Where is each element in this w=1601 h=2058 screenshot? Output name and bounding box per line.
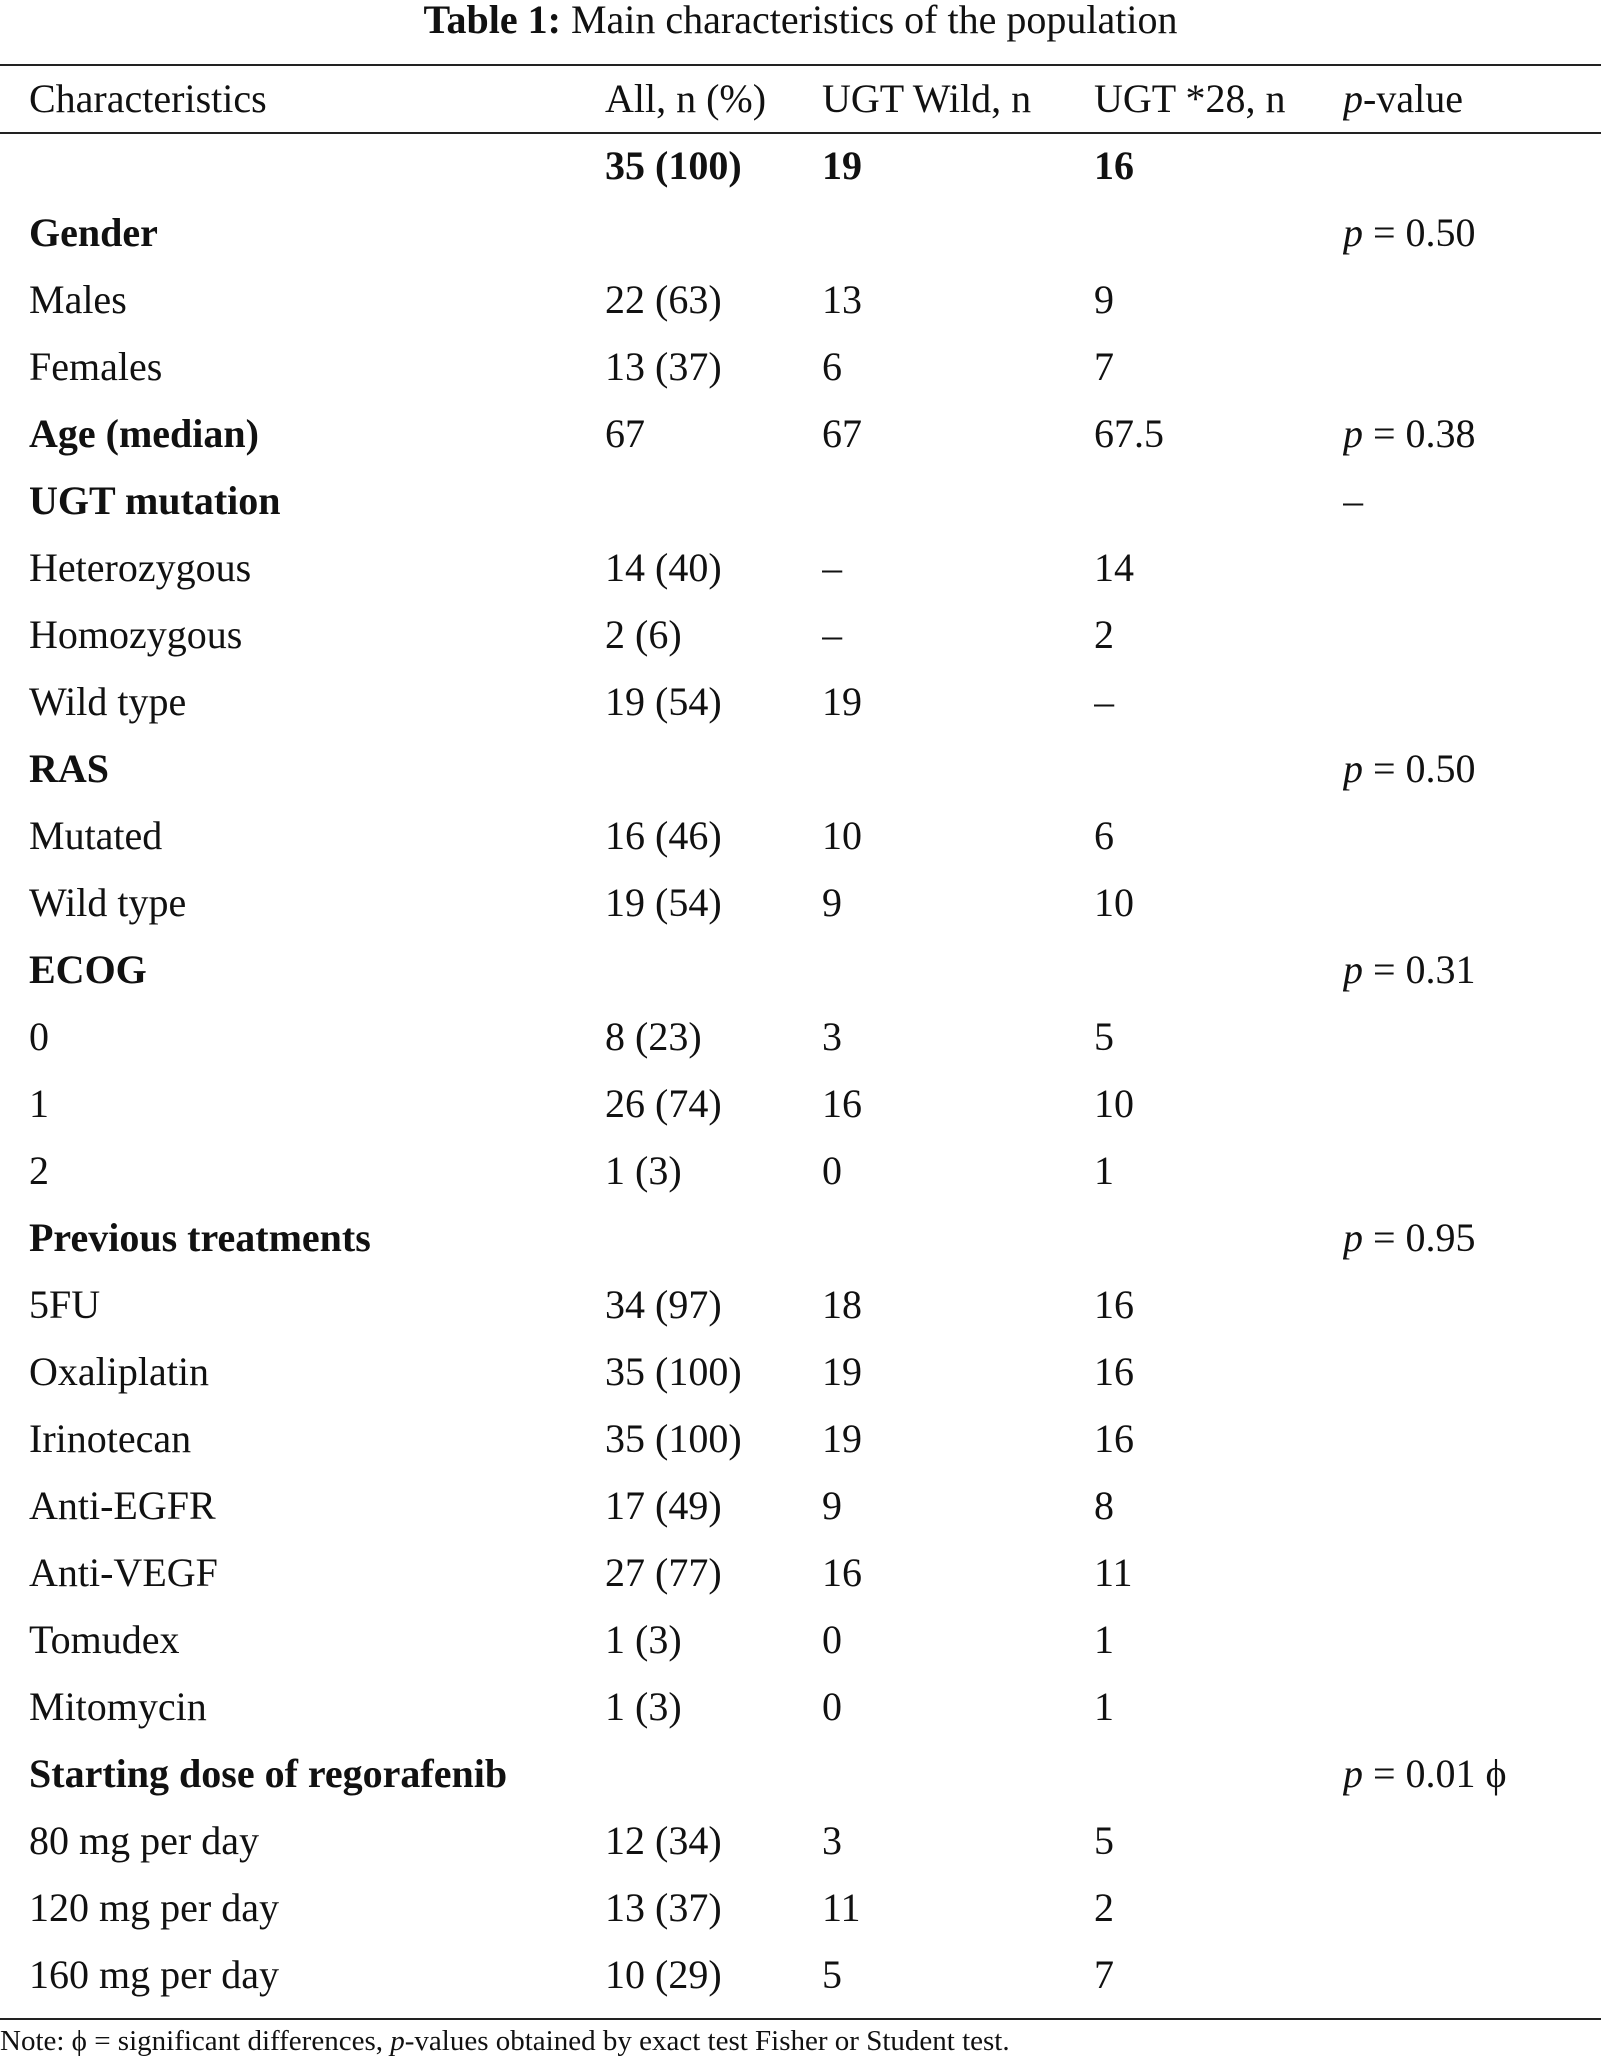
row-label: Females <box>29 343 163 389</box>
table-row <box>0 266 1601 333</box>
table-bottom-rule <box>0 2018 1601 2020</box>
row-ugt28: 16 <box>1094 1415 1134 1461</box>
row-label: Oxaliplatin <box>29 1348 209 1394</box>
row-ugt28: 2 <box>1094 611 1114 657</box>
table-row <box>0 534 1601 601</box>
section-title: UGT mutation <box>29 477 281 523</box>
section-all <box>605 199 822 266</box>
table-caption-text: Main characteristics of the population <box>570 0 1178 42</box>
section-all <box>605 1204 822 1271</box>
section-p-value <box>1343 735 1601 802</box>
section-title: ECOG <box>29 946 147 992</box>
section-header-row <box>0 1740 1601 1807</box>
section-wild: 67 <box>822 410 862 456</box>
row-label: 1 <box>29 1080 49 1126</box>
row-label: 0 <box>29 1013 49 1059</box>
row-p <box>1343 1338 1601 1405</box>
row-label: Homozygous <box>29 611 243 657</box>
row-wild: 16 <box>822 1080 862 1126</box>
table-row <box>0 1405 1601 1472</box>
row-wild: 19 <box>822 1415 862 1461</box>
section-header-row <box>0 199 1601 266</box>
row-all: 17 (49) <box>605 1482 722 1528</box>
table-row <box>0 333 1601 400</box>
total-ugt28: 16 <box>1094 142 1134 188</box>
row-wild: 11 <box>822 1884 861 1930</box>
row-ugt28: 1 <box>1094 1683 1114 1729</box>
row-label: Wild type <box>29 879 187 925</box>
section-header-row <box>0 467 1601 534</box>
row-all: 13 (37) <box>605 343 722 389</box>
row-wild: 19 <box>822 678 862 724</box>
row-ugt28: 5 <box>1094 1817 1114 1863</box>
row-wild: – <box>822 611 842 657</box>
p-italic: p <box>1343 1214 1363 1260</box>
table-row <box>0 802 1601 869</box>
table-row <box>0 1874 1601 1941</box>
row-wild: 16 <box>822 1549 862 1595</box>
row-label: 120 mg per day <box>29 1884 279 1930</box>
characteristics-table <box>0 66 1601 2008</box>
row-p <box>1343 1137 1601 1204</box>
row-p <box>1343 1807 1601 1874</box>
row-label: Heterozygous <box>29 544 252 590</box>
row-all: 8 (23) <box>605 1013 702 1059</box>
row-ugt28: 7 <box>1094 343 1114 389</box>
row-wild: 18 <box>822 1281 862 1327</box>
row-wild: 19 <box>822 1348 862 1394</box>
p-italic: p <box>1343 209 1363 255</box>
row-label: Mitomycin <box>29 1683 207 1729</box>
row-all: 16 (46) <box>605 812 722 858</box>
header-ugt-28: UGT *28, n <box>1094 76 1286 121</box>
row-wild: 9 <box>822 1482 842 1528</box>
footnote-part2: -values obtained by exact test Fisher or Student test. <box>404 2025 1010 2057</box>
row-all: 1 (3) <box>605 1147 682 1193</box>
row-all: 10 (29) <box>605 1951 722 1997</box>
section-header-row <box>0 936 1601 1003</box>
row-wild: 13 <box>822 276 862 322</box>
section-all <box>605 1740 822 1807</box>
section-all <box>605 467 822 534</box>
row-ugt28: 1 <box>1094 1147 1114 1193</box>
row-wild: – <box>822 544 842 590</box>
row-ugt28: 10 <box>1094 1080 1134 1126</box>
section-ugt28 <box>1094 735 1343 802</box>
row-p <box>1343 534 1601 601</box>
section-title: RAS <box>29 745 110 791</box>
row-p <box>1343 1472 1601 1539</box>
table-row <box>0 1070 1601 1137</box>
footnote-p-italic: p <box>390 2025 405 2057</box>
section-ugt28 <box>1094 1740 1343 1807</box>
row-ugt28: 2 <box>1094 1884 1114 1930</box>
row-all: 1 (3) <box>605 1616 682 1662</box>
total-all: 35 (100) <box>605 142 742 188</box>
row-ugt28: 11 <box>1094 1549 1133 1595</box>
row-ugt28: 16 <box>1094 1281 1134 1327</box>
row-label: Tomudex <box>29 1616 180 1662</box>
header-p-value <box>1343 66 1601 132</box>
section-all: 67 <box>605 410 645 456</box>
row-wild: 9 <box>822 879 842 925</box>
section-p-value <box>1343 400 1601 467</box>
p-italic: p <box>1343 1750 1363 1796</box>
row-p <box>1343 869 1601 936</box>
table-footnote <box>0 2026 1010 2056</box>
row-wild: 0 <box>822 1616 842 1662</box>
row-wild: 0 <box>822 1683 842 1729</box>
row-p <box>1343 1673 1601 1740</box>
row-wild: 10 <box>822 812 862 858</box>
table-row <box>0 668 1601 735</box>
total-row <box>0 132 1601 199</box>
header-ugt-wild: UGT Wild, n <box>822 76 1032 121</box>
section-all <box>605 735 822 802</box>
section-header-row <box>0 735 1601 802</box>
table-caption-label: Table 1: <box>423 0 561 42</box>
row-p <box>1343 1606 1601 1673</box>
row-label: 80 mg per day <box>29 1817 259 1863</box>
section-all <box>605 936 822 1003</box>
header-row <box>0 66 1601 132</box>
table-row <box>0 869 1601 936</box>
row-all: 1 (3) <box>605 1683 682 1729</box>
header-p-rest: -value <box>1363 76 1463 121</box>
row-ugt28: 8 <box>1094 1482 1114 1528</box>
p-number: = 0.50 <box>1363 745 1476 791</box>
row-p <box>1343 1271 1601 1338</box>
row-label: 5FU <box>29 1281 101 1327</box>
row-wild: 6 <box>822 343 842 389</box>
row-p <box>1343 1874 1601 1941</box>
section-ugt28 <box>1094 199 1343 266</box>
row-all: 34 (97) <box>605 1281 722 1327</box>
section-ugt28 <box>1094 936 1343 1003</box>
row-p <box>1343 802 1601 869</box>
table-row <box>0 1941 1601 2008</box>
total-wild: 19 <box>822 142 862 188</box>
row-p <box>1343 601 1601 668</box>
row-all: 13 (37) <box>605 1884 722 1930</box>
row-all: 27 (77) <box>605 1549 722 1595</box>
row-ugt28: 16 <box>1094 1348 1134 1394</box>
row-ugt28: 5 <box>1094 1013 1114 1059</box>
p-number: – <box>1343 477 1363 523</box>
section-title: Starting dose of regorafenib <box>29 1750 508 1796</box>
row-ugt28: 6 <box>1094 812 1114 858</box>
section-wild <box>822 467 1094 534</box>
row-ugt28: – <box>1094 678 1114 724</box>
table-row <box>0 1539 1601 1606</box>
row-wild: 5 <box>822 1951 842 1997</box>
footnote-part1: Note: ϕ = significant differences, <box>0 2025 391 2057</box>
section-wild <box>822 936 1094 1003</box>
section-wild <box>822 1204 1094 1271</box>
section-ugt28 <box>1094 1204 1343 1271</box>
total-p <box>1343 132 1601 199</box>
row-wild: 3 <box>822 1013 842 1059</box>
header-p-italic: p <box>1343 76 1363 121</box>
p-italic: p <box>1343 745 1363 791</box>
row-all: 19 (54) <box>605 879 722 925</box>
table-row <box>0 601 1601 668</box>
section-wild <box>822 1740 1094 1807</box>
row-label: Irinotecan <box>29 1415 192 1461</box>
row-p <box>1343 1941 1601 2008</box>
section-header-row <box>0 1204 1601 1271</box>
row-wild: 3 <box>822 1817 842 1863</box>
section-wild <box>822 199 1094 266</box>
row-ugt28: 14 <box>1094 544 1134 590</box>
p-number: = 0.38 <box>1363 410 1476 456</box>
row-all: 35 (100) <box>605 1348 742 1394</box>
row-label: Wild type <box>29 678 187 724</box>
row-p <box>1343 1003 1601 1070</box>
row-p <box>1343 1539 1601 1606</box>
p-number: = 0.01 ϕ <box>1363 1750 1507 1796</box>
p-number: = 0.31 <box>1363 946 1476 992</box>
section-p-value <box>1343 1204 1601 1271</box>
row-label: Males <box>29 276 127 322</box>
total-label <box>0 132 605 199</box>
row-ugt28: 1 <box>1094 1616 1114 1662</box>
row-label: Mutated <box>29 812 163 858</box>
section-title: Previous treatments <box>29 1214 371 1260</box>
row-all: 26 (74) <box>605 1080 722 1126</box>
header-all: All, n (%) <box>605 76 767 121</box>
section-wild <box>822 735 1094 802</box>
section-title: Gender <box>29 209 158 255</box>
row-all: 35 (100) <box>605 1415 742 1461</box>
row-all: 22 (63) <box>605 276 722 322</box>
row-wild: 0 <box>822 1147 842 1193</box>
section-ugt28 <box>1094 467 1343 534</box>
section-p-value <box>1343 936 1601 1003</box>
row-all: 19 (54) <box>605 678 722 724</box>
row-ugt28: 9 <box>1094 276 1114 322</box>
row-label: 2 <box>29 1147 49 1193</box>
table-row <box>0 1271 1601 1338</box>
row-p <box>1343 1405 1601 1472</box>
p-number: = 0.50 <box>1363 209 1476 255</box>
table-row <box>0 1673 1601 1740</box>
p-italic: p <box>1343 410 1363 456</box>
row-label: 160 mg per day <box>29 1951 279 1997</box>
section-p-value <box>1343 199 1601 266</box>
row-ugt28: 7 <box>1094 1951 1114 1997</box>
row-p <box>1343 1070 1601 1137</box>
table-caption <box>0 0 1601 44</box>
row-p <box>1343 266 1601 333</box>
table-row <box>0 1472 1601 1539</box>
row-p <box>1343 668 1601 735</box>
table-row <box>0 1807 1601 1874</box>
section-p-value <box>1343 1740 1601 1807</box>
section-header-row <box>0 400 1601 467</box>
section-title: Age (median) <box>29 410 259 456</box>
section-ugt28: 67.5 <box>1094 410 1164 456</box>
row-label: Anti-EGFR <box>29 1482 216 1528</box>
section-p-value <box>1343 467 1601 534</box>
row-all: 12 (34) <box>605 1817 722 1863</box>
row-p <box>1343 333 1601 400</box>
row-all: 14 (40) <box>605 544 722 590</box>
row-all: 2 (6) <box>605 611 682 657</box>
table-row <box>0 1003 1601 1070</box>
p-number: = 0.95 <box>1363 1214 1476 1260</box>
row-ugt28: 10 <box>1094 879 1134 925</box>
p-italic: p <box>1343 946 1363 992</box>
table-row <box>0 1606 1601 1673</box>
row-label: Anti-VEGF <box>29 1549 218 1595</box>
table-row <box>0 1137 1601 1204</box>
table-row <box>0 1338 1601 1405</box>
header-characteristics: Characteristics <box>29 76 267 121</box>
